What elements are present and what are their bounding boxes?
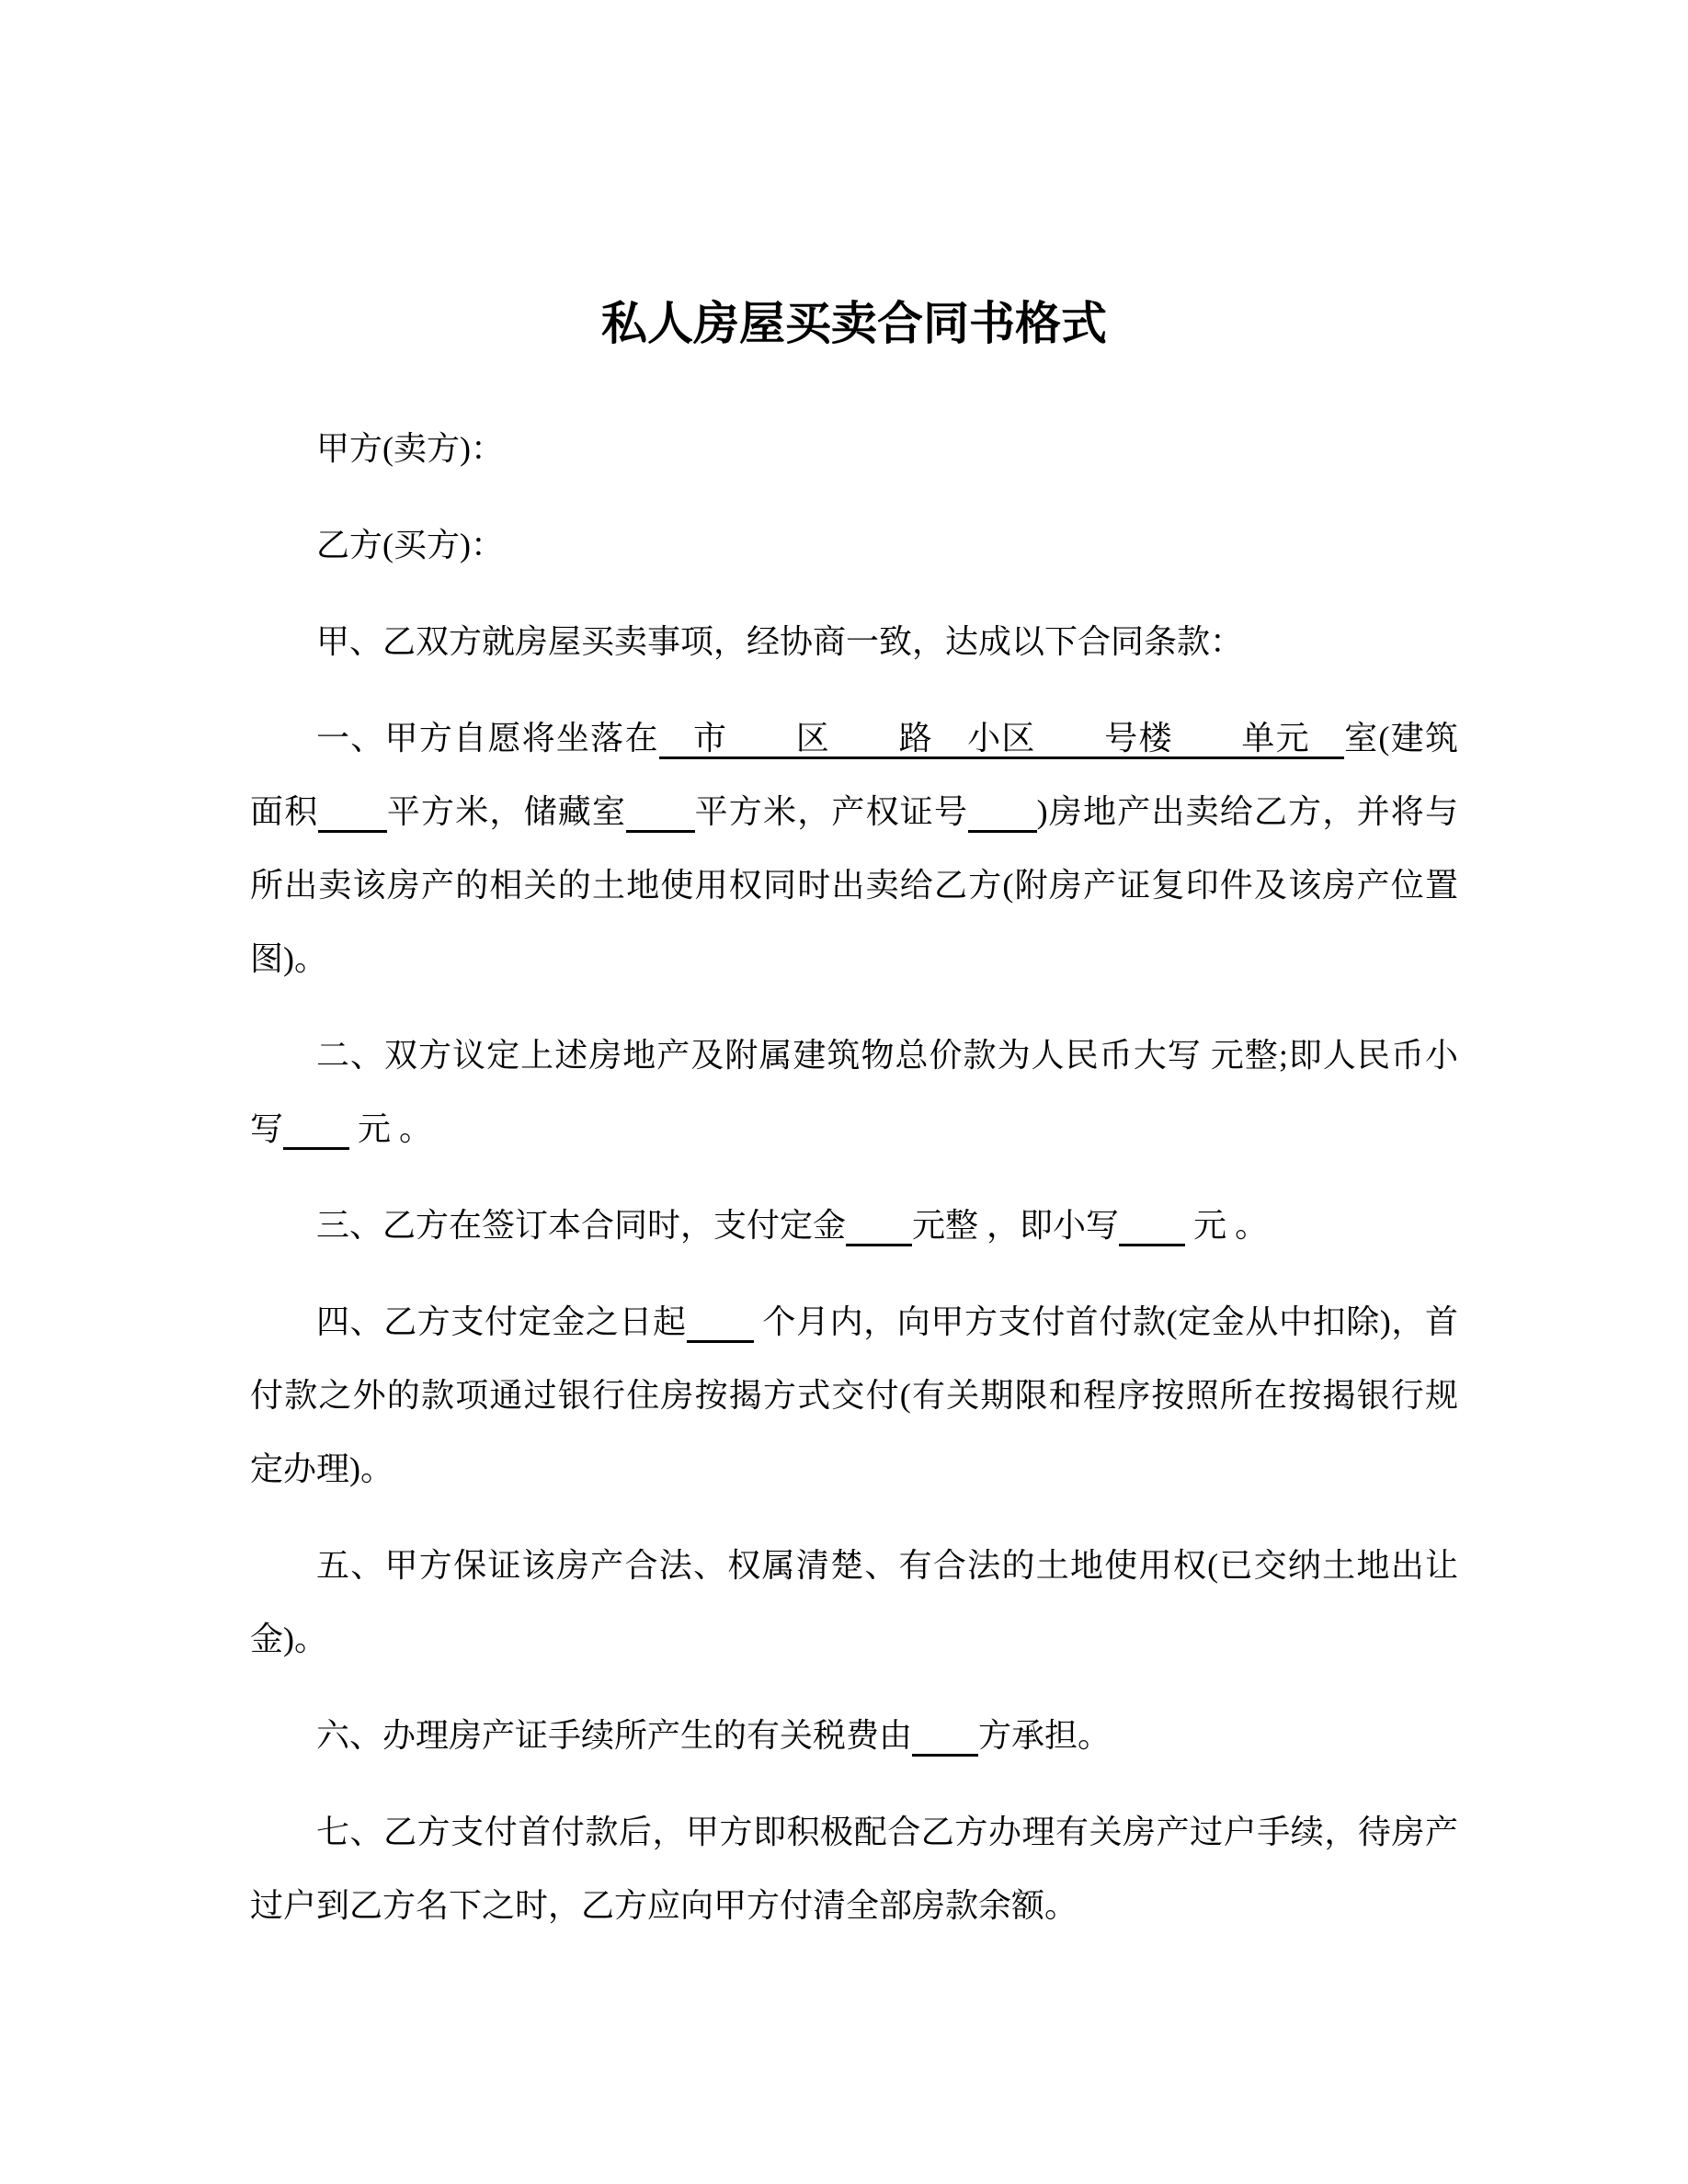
text-line: [250, 1869, 1458, 1942]
text-run: 元 。: [1185, 1207, 1269, 1244]
text-run: 六、办理房产证手续所产生的有关税费由: [316, 1717, 913, 1754]
paragraph-5: [250, 1018, 1458, 1166]
text-line: [250, 1359, 1458, 1432]
paragraph-8: [250, 1529, 1458, 1676]
blank-underline: 市 区 路 小区 号楼 单元: [659, 720, 1344, 759]
text-run: 二、双方议定上述房地产及附属建筑物总价款为人民币大写 元整;即人民币小: [316, 1037, 1458, 1074]
text-run: 元 。: [349, 1110, 433, 1147]
text-run: 五、甲方保证该房产合法、权属清楚、有合法的土地使用权(已交纳土地出让: [316, 1547, 1458, 1584]
paragraph-2: [250, 508, 1458, 582]
text-line: [250, 1285, 1458, 1359]
text-line: [250, 775, 1458, 848]
document-body: [250, 412, 1458, 1942]
text-line: [250, 1602, 1458, 1676]
text-run: 所出卖该房产的相关的土地使用权同时出卖给乙方(附房产证复印件及该房产位置: [250, 867, 1458, 904]
blank-underline: [687, 1303, 754, 1343]
blank-underline: [912, 1717, 978, 1757]
text-run: 写: [250, 1110, 284, 1147]
text-line: [250, 1699, 1458, 1772]
text-run: 甲方(卖方)：: [316, 430, 504, 467]
text-run: 过户到乙方名下之时，乙方应向甲方付清全部房款余额。: [250, 1887, 1078, 1924]
text-run: 金)。: [250, 1621, 327, 1657]
text-run: )房地产出卖给乙方，并将与: [1036, 793, 1458, 830]
text-line: [250, 1795, 1458, 1869]
blank-underline: [846, 1207, 912, 1246]
blank-underline: [1119, 1207, 1185, 1246]
blank-underline: [968, 793, 1036, 833]
text-run: 平方米，储藏室: [386, 793, 627, 830]
paragraph-4: [250, 701, 1458, 995]
text-run: 元整 ，即小写: [912, 1207, 1120, 1244]
paragraph-1: [250, 412, 1458, 485]
text-line: [250, 1018, 1458, 1092]
paragraph-9: [250, 1699, 1458, 1772]
text-line: [250, 412, 1458, 485]
blank-underline: [318, 793, 386, 833]
text-run: 乙方(买方)：: [316, 527, 504, 563]
text-run: 三、乙方在签订本合同时，支付定金: [316, 1207, 847, 1244]
text-run: 一、甲方自愿将坐落在: [316, 720, 659, 756]
text-run: 付款之外的款项通过银行住房按揭方式交付(有关期限和程序按照所在按揭银行规: [250, 1377, 1458, 1414]
paragraph-3: [250, 605, 1458, 678]
text-run: 面积: [250, 793, 319, 830]
blank-underline: [283, 1110, 349, 1150]
text-run: 七、乙方支付首付款后，甲方即积极配合乙方办理有关房产过户手续，待房产: [316, 1814, 1458, 1850]
text-run: 图)。: [250, 940, 327, 977]
text-line: [250, 1189, 1458, 1262]
text-line: [250, 1432, 1458, 1506]
text-run: 平方米，产权证号: [694, 793, 969, 830]
document-title: 私人房屋买卖合同书格式: [601, 298, 1107, 349]
text-line: [250, 848, 1458, 922]
text-line: [250, 605, 1458, 678]
text-run: 方承担。: [978, 1717, 1112, 1754]
text-line: [250, 701, 1458, 775]
text-run: 个月内，向甲方支付首付款(定金从中扣除)，首: [753, 1303, 1458, 1340]
paragraph-6: [250, 1189, 1458, 1262]
text-line: [250, 922, 1458, 995]
paragraph-7: [250, 1285, 1458, 1506]
text-run: 四、乙方支付定金之日起: [316, 1303, 687, 1340]
text-run: 室(建筑: [1344, 720, 1458, 756]
text-run: 甲、乙双方就房屋买卖事项，经协商一致，达成以下合同条款：: [316, 623, 1244, 660]
blank-underline: [626, 793, 694, 833]
text-run: 定办理)。: [250, 1450, 393, 1487]
text-line: [250, 1092, 1458, 1166]
paragraph-10: [250, 1795, 1458, 1942]
text-line: [250, 508, 1458, 582]
text-line: [250, 1529, 1458, 1602]
